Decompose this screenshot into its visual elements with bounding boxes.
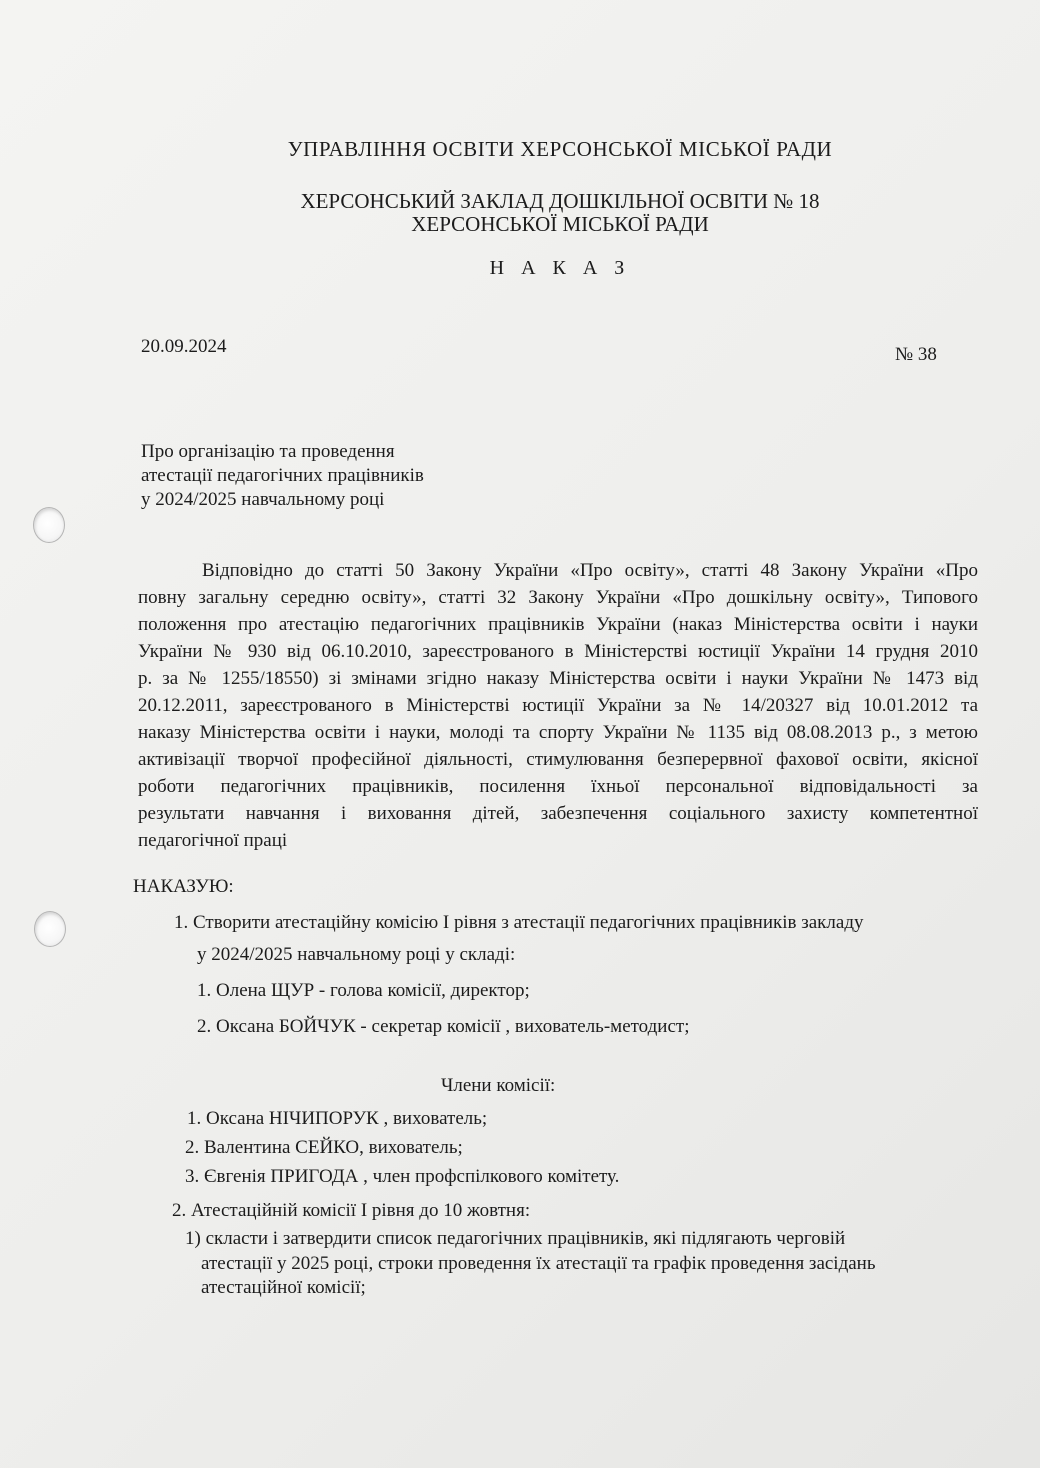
preamble-line: положення про атестацію педагогічних працівників України (наказ Міністерства освіти і науки: [138, 614, 978, 635]
item-2-sub-1-line-2: атестації у 2025 році, строки проведення їх атестації та графік проведення засідань: [201, 1253, 876, 1274]
institution-heading-line2: ХЕРСОНСЬКОЇ МІСЬКОЇ РАДИ: [411, 212, 709, 236]
order-word: НАКАЗУЮ:: [133, 876, 234, 897]
order-date: 20.09.2024: [141, 336, 227, 357]
item-2-line-1: 2. Атестаційній комісії І рівня до 10 жовтня:: [172, 1200, 531, 1221]
preamble-line: наказу Міністерства освіти і науки, молоді та спорту України № 1135 від 08.08.2013 р., з метою: [138, 722, 978, 743]
preamble-line: роботи педагогічних працівників, посилення їхньої персональної відповідальності за: [138, 776, 978, 797]
document-type: Н А К А З: [489, 257, 631, 279]
subject-line: атестації педагогічних працівників: [141, 465, 424, 486]
ministry-heading: УПРАВЛІННЯ ОСВІТИ ХЕРСОНСЬКОЇ МІСЬКОЇ РАДИ: [287, 137, 833, 161]
institution-heading-line1: ХЕРСОНСЬКИЙ ЗАКЛАД ДОШКІЛЬНОЇ ОСВІТИ № 18: [300, 189, 820, 213]
preamble-paragraph: [138, 557, 978, 854]
preamble-line: активізації творчої професійної діяльності, стимулювання безперервної фахової освіти, якісної: [138, 749, 978, 770]
members-title: Члени комісії:: [441, 1075, 556, 1096]
member-item: 2. Валентина СЕЙКО, вихователь;: [185, 1137, 463, 1158]
commission-secretary: 2. Оксана БОЙЧУК - секретар комісії , вихователь-методист;: [197, 1016, 690, 1037]
preamble-line: результати навчання і виховання дітей, забезпечення соціального захисту компетентної: [138, 803, 978, 824]
preamble-line: повну загальну середню освіту», статті 32 Закону України «Про дошкільну освіту», Типового: [138, 587, 978, 608]
preamble-line: 20.12.2011, зареєстрованого в Міністерстві юстиції України за № 14/20327 від 10.01.2012 та: [138, 695, 978, 716]
subject-line: Про організацію та проведення: [141, 441, 395, 462]
order-number: № 38: [895, 344, 937, 365]
preamble-line: р. за № 1255/18550) зі змінами згідно наказу Міністерства освіти і науки України № 1473 від: [138, 668, 978, 689]
punch-hole-top: [33, 507, 65, 543]
subject-line: у 2024/2025 навчальному році: [141, 489, 385, 510]
preamble-line: педагогічної праці: [138, 830, 288, 851]
item-1-line-2: у 2024/2025 навчальному році у складі:: [197, 944, 516, 965]
item-2-sub-1-line-3: атестаційної комісії;: [201, 1277, 366, 1298]
item-1-line-1: 1. Створити атестаційну комісію І рівня з атестації педагогічних працівників закладу: [174, 912, 864, 933]
punch-hole-bottom: [34, 911, 66, 947]
preamble-line: Відповідно до статті 50 Закону України «Про освіту», статті 48 Закону України «Про: [202, 560, 978, 581]
preamble-line: України № 930 від 06.10.2010, зареєстрованого в Міністерстві юстиції України 14 грудня 2010: [138, 641, 978, 662]
commission-chair: 1. Олена ЩУР - голова комісії, директор;: [197, 980, 530, 1001]
member-item: 3. Євгенія ПРИГОДА , член профспілкового комітету.: [185, 1166, 620, 1187]
member-item: 1. Оксана НІЧИПОРУК , вихователь;: [187, 1108, 488, 1129]
item-2-sub-1-line-1: 1) скласти і затвердити список педагогічних працівників, які підлягають черговій: [185, 1228, 846, 1249]
